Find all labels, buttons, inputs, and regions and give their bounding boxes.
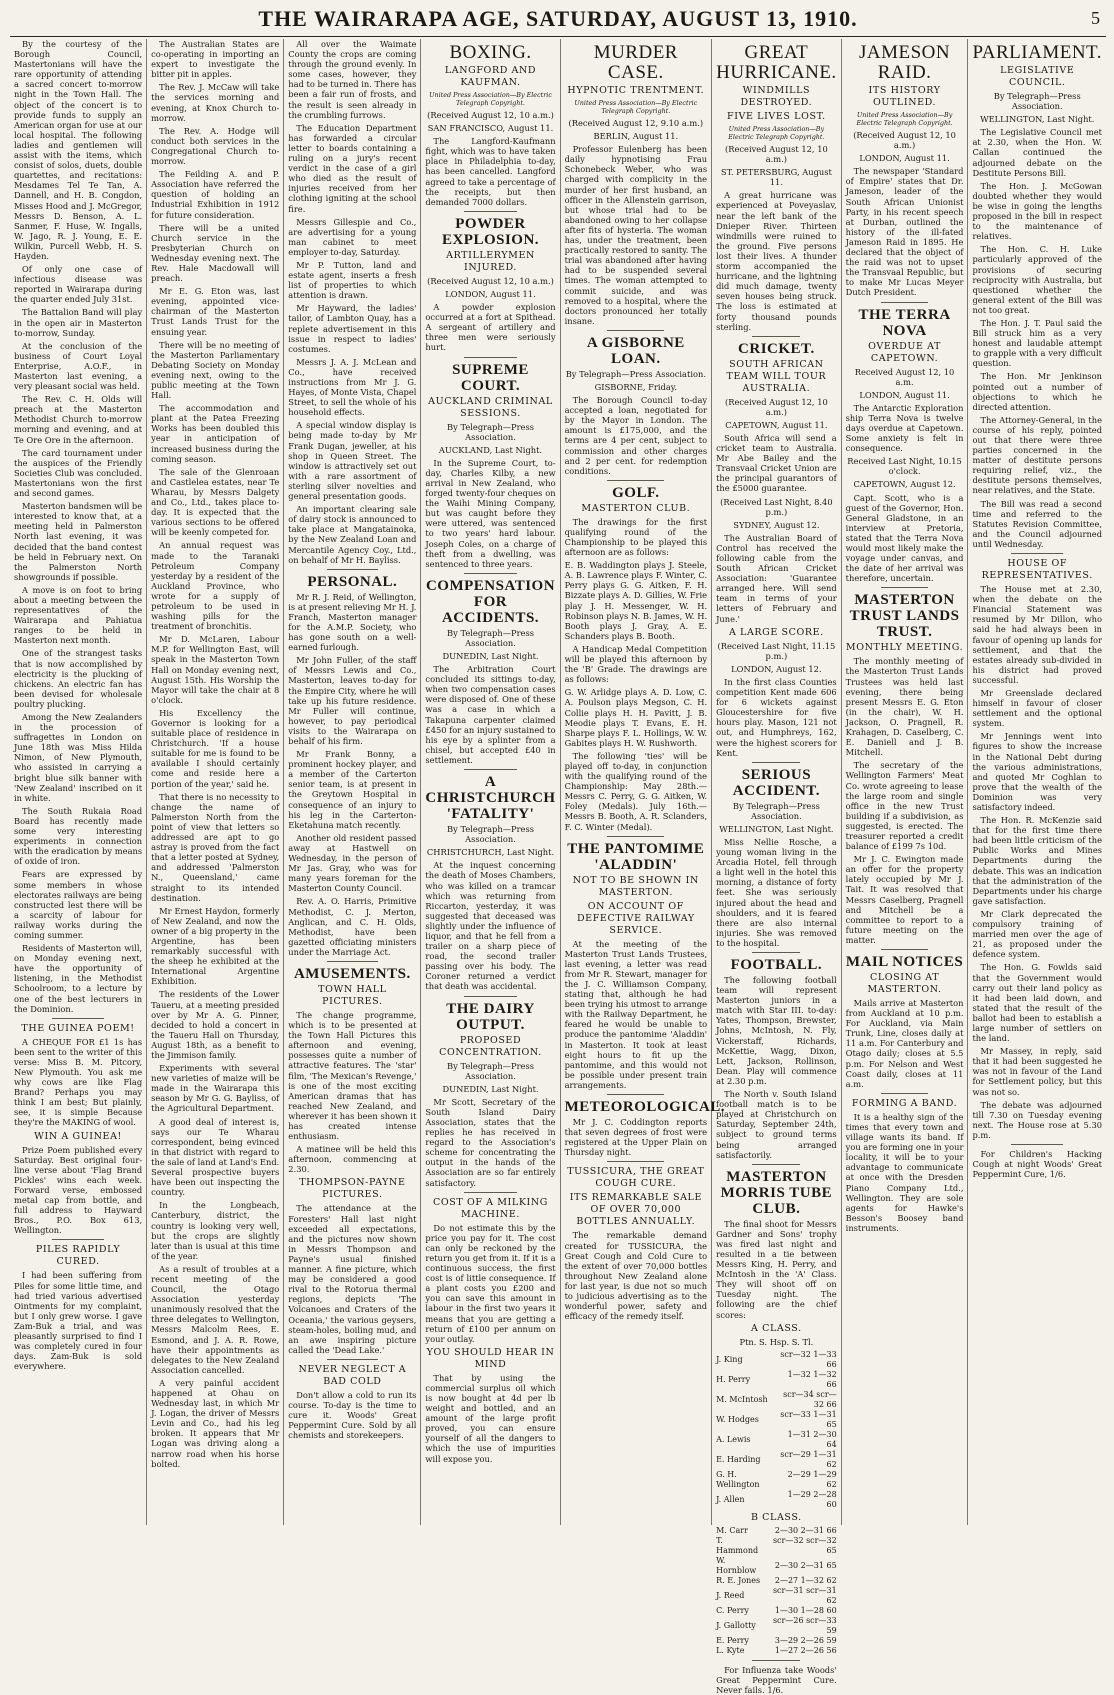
paragraph: Mr John Fuller, of the staff of Messrs Lewis and Co., Masterton, leaves to-day for the Empire City, where he will take up his future residence. Mr Fuller will continue, however, to pay periodical visits to the Wairarapa on behalf of his firm. [288,655,417,746]
paragraph: Mr P. Tutton, land and estate agent, inserts a fresh list of properties to which attention is drawn. [288,259,417,301]
wire-credit: By Telegraph—Press Association. [447,627,534,648]
divider [327,1359,378,1360]
advertisement: The remarkable demand created for TUSSICURA, the Great Cough and Cold Cure to the extent of over 70,000 bottles throughout New Zealand alone for last year, is due not so much to judicious advertising as to the wonderful power, safety and efficacy of the remedy itself. [564,1230,708,1322]
divider [1011,553,1063,554]
paragraph: The drawings for the first qualifying round of the Championship to be played this afternoon are as follows: [564,516,708,558]
received-line: (Received August 12, 10 a.m.) [427,110,554,120]
subheading: AUCKLAND CRIMINAL SESSIONS. [428,395,553,419]
section-heading-christchurch: A CHRISTCHURCH 'FATALITY' [425,774,556,823]
dateline: SAN FRANCISCO, August 11. [427,123,554,134]
section-heading-jameson: JAMESON RAID. [859,42,951,83]
paragraph: Messrs J. A. J. McLean and Co., have received instructions from Mr J. G. Hayes, of Monte Vista, Chapel Street, to sell the whole of his household effects. [288,356,417,418]
subheading: HOUSE OF REPRESENTATIVES. [981,558,1093,582]
draw-list: E. B. Waddington plays J. Steele, A. B. Lawrence plays F. Winter, C. Perry plays G. G. Aitken, F. H. Bizzate plays A. D. Gillies, W. Frie play J. H. Messenger, W. H. Robinson plays N. B. James, W. H. Booth plays J. Gray, A. E. Schanders plays B. Booth. [564,560,708,641]
paragraph: The Arbitration Court concluded its sittings to-day, when two compensation cases were disposed of. One of these was a case in which a Takapuna carpenter claimed £450 for an injury sustained to his eye by a splinter from a chisel, but accepted £40 in settlement. [425,664,556,765]
table-row: A. Lewis 1—31 2—30 64 [716,1429,837,1449]
subheading: ARTILLERYMEN INJURED. [446,249,535,273]
dateline: CAPETOWN, August 11. [725,419,828,430]
section-heading-mail: MAIL NOTICES [845,954,964,970]
paragraph: The Battalion Band will play in the open air in Masterton to-morrow, Sunday. [14,307,143,338]
paragraph: The following 'ties' will be played off to-day, in conjunction with the qualifying round of the Championship: May 28th.—Messrs C. Perry, G. G. Aitken, W. Foley (Medals). July 16th.—Messrs B. Booth, A. R. Sclanders, F. C. Winter (Medal). [564,750,708,832]
paragraph: A matinee will be held this afternoon, commencing at 2.30. [288,1144,417,1175]
paragraph: The Antarctic Exploration ship Terra Nova is twelve days overdue at Capetown. Some anxiety is felt in consequence. [845,402,964,454]
paragraph: The Langford-Kaufmann fight, which was to have taken place in Philadelphia to-day, has been cancelled. Langford agreed to take a percentage of the receipts, but then demanded 7000 dollars. [425,136,556,207]
paragraph: His Excellency the Governor is looking for a suitable place of residence in Christchurch. 'If a house suitable for me is found to be available I should certainly come and reside here a portion of the year,' said he. [151,707,280,789]
table-row: C. Perry 1—30 1—28 60 [716,1605,837,1615]
section-heading-court: SUPREME COURT. [452,361,529,394]
table-row: J. Allen 1—29 2—28 60 [716,1489,837,1509]
divider [607,1094,664,1095]
section-heading-boxing: BOXING. [449,42,532,63]
advertisement: For Influenza take Woods' Great Peppermint Cure. Never fails. 1/6. [716,1664,837,1695]
paragraph: One of the strangest tasks that is now accomplished by electricity is the plucking of chickens. An electric fan has been devised for wholesale poultry plucking. [14,648,143,709]
paragraph: South Africa will send a cricket team to Australia. Mr Abe Bailey and the Transvaal Cricket Union are the principal guarantors of the £5000 guarantee. [716,432,837,494]
dateline: DUNEDIN, Last Night. [442,1083,539,1094]
ad-heading: WIN A GUINEA! [34,1130,122,1142]
masthead [10,6,1106,37]
paragraph: At the conclusion of the business of Court Loyal Enterprise, A.O.F., in Masterton last evening, a very pleasant social was held. [14,340,143,392]
paragraph: The Borough Council to-day accepted a loan, negotiated for by the Mayor in London. The amount is £175,000, and the terms are 4 per cent, subject to commission and other charges and 2 per cent. for redemption conditions. [564,395,708,476]
divider [881,302,928,303]
received-line: Received Last Night, 10.15 o'clock. [847,456,962,477]
advertisement: A CHEQUE FOR £1 1s has been sent to the writer of this verse: Miss B. M. Pitcory, New Plymouth. You ask me why cows are like Flag Brand? Perhaps you may think I am best; But plainly, see, it is simple Because they're the MAKING of wool. [14,1036,143,1128]
paragraph: The Legislative Council met at 2.30, when the Hon. W. Callan continued the adjourned debate on the Destitute Persons Bill. [972,127,1103,178]
received-line: (Received August 12, 10 a.m.) [853,130,956,151]
paragraph: Mr J. C. Ewington made an offer for the property lately occupied by Mr J. Tait. It was resolved that Messrs Caselberg, Pragnell and Mitchell be a committee to report to a future meeting on the matter. [845,854,964,945]
dateline: CAPETOWN, August 12. [853,479,956,490]
section-heading-compensation: COMPENSATION FOR ACCIDENTS. [425,577,556,626]
divider [1011,1144,1063,1145]
subheading: WINDMILLS DESTROYED. [740,85,813,108]
paragraph: A Handicap Medal Competition will be played this afternoon by the 'B' Grade. The drawings are as follows: [564,643,708,685]
paragraph: The debate was adjourned till 7.30 on Tuesday evening next. The House rose at 5.30 p.m. [972,1099,1103,1140]
section-heading-personal: PERSONAL. [307,573,398,590]
received-line: (Received August 12, 10 a.m.) [725,396,828,417]
paragraph: The attendance at the Foresters' Hall last night exceeded all expectations, and the pictures now shown in Messrs Thompson and Payne's usual finished manner. A fine picture, which may be considered a good rival to the Rotorua thermal regions, depicts 'The Volcanoes and Craters of the Oceania,' the various geysers, steam-holes, boiling mud, and an awe inspiring picture called the 'Dead Lake.' [288,1203,417,1355]
table-row: W. Hodges scr—33 1—31 65 [716,1409,837,1429]
table-row: E. Harding scr—29 1—31 62 [716,1449,837,1469]
paragraph: In the first class Counties competition Kent made 606 for 6 wickets against Gloucestershire for five hours play. Mason, 121 not out, and Humphreys, 162, were the highest scorers for Kent. [716,676,837,758]
ad-subheading: ITS REMARKABLE SALE OF OVER 70,000 BOTTLES ANNUALLY. [569,1192,702,1228]
paragraph: The Feilding A. and P. Association have referred the question of holding an Industrial Exhibition in 1912 for future consideration. [151,169,280,220]
wire-credit: United Press Association—By Electric Telegraph Copyright. [429,91,552,107]
section-heading-accident: SERIOUS ACCIDENT. [732,766,820,799]
paragraph: Mails arrive at Masterton from Auckland at 10 p.m. For Auckland, via Main Trunk, Line, closes daily at 11 a.m. For Canterbury and Otago daily; closes at 5.5 p.m. For Nelson and West Coast daily, closes at 11 a.m. [845,998,964,1089]
subheading: MONTHLY MEETING. [845,642,964,654]
section-heading-dairy: THE DAIRY OUTPUT. [446,1000,535,1033]
paragraph: Among the New Zealanders in the procession of suffragettes in London on June 18th was Miss Hilda Nimon, of New Plymouth, who assisted in carrying a bright blue silk banner with 'New Zealand' inscribed on it in white. [14,712,143,803]
paragraph: All over the Waimate County the crops are coming through the ground evenly. In some cases, however, they had to be turned in. There has been a fair run of frosts, and the result is seen already in the crumbling furrows. [288,39,417,120]
paragraph: As a result of troubles at a recent meeting of the Council, the Otago Association yesterday unanimously resolved that the three delegates to Wellington, Messrs Malcolm Rees, E. Esmond, and J. A. R. Rowe, have their appointments as delegates to the New Zealand Association cancelled. [151,1263,280,1375]
paragraph: The secretary of the Wellington Farmers' Meat Co. wrote agreeing to lease the large room and single office in the new Trust building if a subdivision, as suggested, is erected. The treasurer reported a credit balance of £199 7s 10d. [845,760,964,852]
paragraph: The Rev. C. H. Olds will preach at the Masterton Methodist Church to-morrow morning and evening, and at Te Ore Ore in the afternoon. [14,394,143,445]
paragraph: Mr Greenslade declared himself in favour of closer settlement and the optional system. [972,687,1103,729]
paragraph: Professor Eulenberg has been daily hypnotising Frau Schonebeck Weber, who was charged with complicity in the murder of her first husband, an officer in the Allenstein garrison, but whose trial had to be abandoned owing to her collapse after fits of hysteria. The woman has, under the treatment, been practically restored to sanity. The trial was abandoned after having had to be suspended several times. The woman attempted to commit suicide, and was removed to a hospital, where the doctors pronounced her totally insane. [564,144,708,326]
paragraph: The Rev. A. Hodge will conduct both services in the Congregational Church to-morrow. [151,125,280,167]
subheading: LANGFORD AND KAUFMAN. [444,65,537,88]
received-line: (Received August 12, 10 a.m.) [427,275,554,286]
wire-credit: By Telegraph—Press Association. [447,824,534,845]
dateline: CHRISTCHURCH, Last Night. [426,847,555,858]
divider [607,330,664,331]
paragraph: The Australian Board of Control has received the following cable from the South African Cricket Association: 'Guarantee arranged here. Will send team in terms of your letters of February and June.' [716,532,837,624]
wire-credit: United Press Association—By Electric Telegraph Copyright. [574,99,698,115]
paragraph: The Bill was read a second time and referred to the Statutes Revision Committee, and the Council adjourned until Wednesday. [972,498,1103,549]
dateline: ST. PETERSBURG, August 11. [720,167,832,188]
dateline: DUNEDIN, Last Night. [442,651,539,661]
paragraph: At the meeting of the Masterton Trust Lands Trustees, last evening, a letter was read from Mr R. Stewart, manager for the J. C. Williamson Company, stating that, although he had been trying his utmost to arrange with the Railway Department, he feared he would be unable to produce the pantomime 'Aladdin' in Masterton. It took at least eight hours to fit up the pantomime, and this would not be possible under present train arrangements. [564,938,708,1090]
divider [464,357,516,358]
subheading: HYPNOTIC TRENTMENT. [567,85,705,96]
subheading: A LARGE SCORE. [728,626,824,638]
divider [464,996,516,997]
section-heading-pantomime: THE PANTOMIME 'ALADDIN' [567,840,705,873]
subheading: LEGISLATIVE COUNCIL. [1000,65,1075,88]
paragraph: Mr Clark deprecated the compulsory training of married men over the age of 21, as proposed under the defence system. [972,908,1103,960]
paragraph: The sale of the Glenroaan and Castlelea estates, near Te Wharau, by Messrs Dalgety and Co., Ltd., takes place to-day. It is expected that the various sections to be offered will be keenly competed for. [151,466,280,538]
column-7 [842,39,969,1525]
subheading: MASTERTON CLUB. [581,502,691,514]
columns [10,39,1106,1695]
received-line: (Received Last Night, 8.40 p.m.) [720,496,833,517]
divider [464,1192,516,1193]
paragraph: The Hon. R. McKenzie said that for the first time there had been little criticism of the Public Works and Mines Departments during the debate. This was an indication that the administration of the Departments under his charge gave satisfaction. [972,815,1103,906]
paragraph: Masterton bandsmen will be interested to know that, at a meeting held in Palmerston North last evening, it was decided that the band contest be held in February next. On the Palmerston North showgrounds if possible. [14,501,143,582]
divider [327,961,378,962]
divider [464,211,516,212]
dateline: WELLINGTON, Last Night. [980,114,1095,125]
paragraph: Mr R. J. Reid, of Wellington, is at present relieving Mr H. J. Franch, Masterton manager for the A.M.P. Society, who has gone south on a well-earned furlough. [288,591,417,653]
advertisement: Prize Poem published every Saturday. Best original four-line verse about 'Flag Brand Pickles' wins each week. Forward verse, embossed metal cap from bottle, and full address to Hayward Bros., P.O. Box 613, Wellington. [14,1144,143,1236]
paragraph: In the Longbeach, Canterbury, district, the country is looking very well, but the crops are slightly later than is usual at this time of the year. [151,1200,280,1261]
section-heading-tube-club: MASTERTON MORRIS TUBE CLUB. [720,1168,833,1217]
paragraph: By the courtesy of the Borough Council, Mastertonians will have the rare opportunity of attending a sacred concert to-morrow night in the Town Hall. The object of the concert is to provide funds to supply an American organ for use at our local hospital. The following ladies and gentlemen will assist with the items, which consist of solos, duets, double quartettes, and recitations: Mesdames Tel Te Tan, A. Dannell, and H. B. Congdon, Misses Hood and J. McGregor, Messrs D. Benson, A. L. Sanmer, F. Huse, W. Ingalls, W. Jago, R. J. Young, E. E. Wilkin, Purcell Webb, H. S. Hayden. [14,39,143,261]
paragraph: Miss Nellie Rosche, a young woman living in the Arcadia Hotel, fell through a light well in the hotel this morning, a distance of forty feet. She was seriously injured about the head and shoulders, and it is feared there are also internal injuries. She was removed to the hospital. [716,836,837,948]
subheading: OVERDUE AT CAPETOWN. [868,340,941,364]
section-heading-amusements: AMUSEMENTS. [293,965,411,982]
table-row: J. King scr—32 1—33 66 [716,1349,837,1369]
paragraph: The newspaper 'Standard of Empire' states that Dr. Jameson, leader of the South African Unionist Party, in his recent speech at Durban, outlined the history of the ill-fated Jameson Raid in 1895. He declared that the object of the raid was not to upset the Transvaal Republic, but to make Mr Lucas Meyer Dutch President. [845,166,964,298]
paragraph: Residents of Masterton will, on Monday evening next, have the opportunity of listening, in the Methodist Schoolroom, to a lecture by one of the best lecturers in the Dominion. [14,943,143,1014]
class-heading: B CLASS. [750,1511,802,1523]
paragraph: A powder explosion occurred at a fort at Spithead. A sergeant of artillery and three men were seriously hurt. [425,302,556,353]
paragraph: Of only one case of infectious disease was reported in Wairarapa during the quarter ended July 31st. [14,264,143,305]
column-3 [284,39,421,1525]
section-heading-hurricane: GREAT HURRICANE. [716,42,837,83]
subheading: TOWN HALL PICTURES. [318,983,387,1007]
divider [607,836,664,837]
table-row: E. Perry 3—29 2—26 59 [716,1635,837,1645]
paragraph: There will be a united Church service in the Presbyterian Church on Wednesday evening next. The Rev. Hale Macdowall will preach. [151,222,280,284]
received-line: (Received August 12, 10 a.m.) [725,144,828,165]
paragraph: That there is no necessity to change the name of Palmerston North from the point of view that letters so addressed are apt to go astray is proved from the fact that a letter posted at Sydney, and addressed 'Palmerston N., Queensland,' came straight to its intended destination. [151,791,280,903]
divider [881,587,928,588]
paragraph: Mr Scott, Secretary of the South Island Dairy Association, states that the replies he has received in regard to the Association's scheme for concentrating the output in the hands of the Association are so far entirely satisfactory. [425,1096,556,1188]
paragraph: Experiments with several new varieties of maize will be made in the Wairarapa this season by Mr G. G. Bayliss, of the Agricultural Department. [151,1063,280,1114]
section-heading-gisborne: A GISBORNE LOAN. [586,334,685,367]
wire-credit: By Telegraph—Press Association. [447,1060,534,1081]
paragraph: The accommodation and plant at the Patea Freezing Works has been doubled this year in anticipation of increased business during the coming season. [151,403,280,464]
subheading: ITS HISTORY OUTLINED. [868,85,941,108]
section-heading-parliament: PARLIAMENT. [972,42,1103,63]
paragraph: Capt. Scott, who is a guest of the Governor, Hon. General Gladstone, in an interview at Pretoria, stated that the Terra Nova would most likely make the voyage under canvas, and the date of her arrival was therefore, uncertain. [845,492,964,584]
page-number: 5 [1091,8,1100,28]
paragraph: The Education Department has forwarded a circular letter to boards containing a ruling on a jury's recent verdict in the case of a girl who died as the result of injuries received from her clothing igniting at the school fire. [288,122,417,214]
paragraph: Mr Hayward, the ladies' tailor, of Lambton Quay, has a replete advertisement in this issue in respect to ladies' costumes. [288,303,417,354]
paragraph: Mr Massey, in reply, said that it had been suggested he was not in favour of the Land for Settlement policy, but this was not so. [972,1046,1103,1097]
paragraph: A good deal of interest is, says our Te Wharau correspondent, being evinced in that district with regard to the sale of land at Land's End. Several prospective buyers have been out inspecting the country. [151,1116,280,1198]
divider [881,949,928,950]
table-row: J. Gallotty scr—26 scr—33 59 [716,1615,837,1635]
section-heading-trust-lands: MASTERTON TRUST LANDS TRUST. [849,592,960,641]
paragraph: A move is on foot to bring about a meeting between the representatives of the Wairarapa and Pahiatua ranges to be held in Masterton next month. [14,584,143,646]
paragraph: The Hon. C. H. Luke particularly approved of the provisions of securing reciprocity with Australia, but questioned whether the general extent of the Bill was not too great. [972,244,1103,315]
paragraph: The final shoot for Messrs Gardner and Sons' trophy was fired last night and resulted in a tie between Messrs King, H. Perry, and McIntosh in the 'A' Class. They will shoot off on Tuesday night. The following are the chief scores: [716,1218,837,1320]
paragraph: The Attorney-General, in the course of his reply, pointed out that there were three parties concerned in the matter of destitute persons requiring relief, viz., the destitute persons themselves, near relatives, and the State. [972,414,1103,496]
paragraph: The House met at 2.30, when the debate on the Financial Statement was resumed by Mr Dillon, who said he had always been in favour of opening up lands for settlement, and that the estates already sub-divided in his district had proved successful. [972,584,1103,685]
paragraph: The Rev. J. McCaw will take the services morning and evening, at Knox Church to-morrow. [151,82,280,123]
paragraph: There will be no meeting of the Masterton Parliamentary Debating Society on Monday evening next, owing to the public meeting at the Town Hall. [151,339,280,401]
paragraph: The North v. South Island football match is to be played at Christchurch on Saturday, September 24th, subject to ground terms being arranged satisfactorily. [716,1089,837,1160]
table-row: T. Hammond scr—32 scr—32 65 [716,1535,837,1555]
subheading: PROPOSED CONCENTRATION. [439,1034,542,1058]
divider [52,1239,103,1240]
dateline: WELLINGTON, Last Night. [719,823,834,834]
divider [752,1660,800,1661]
paragraph: Mr Jennings went into figures to show the increase in the National Debt during the various administrations, and quoted Mr Coghlan to prove that the wealth of the Dominion was very satisfactory indeed. [972,731,1103,812]
dateline: GISBORNE, Friday. [594,381,678,392]
masthead-title: THE WAIRARAPA AGE, SATURDAY, AUGUST 13, 1910. [258,6,858,31]
ad-heading: NEVER NEGLECT A BAD COLD [298,1363,407,1387]
advertisement: It is a healthy sign of the times that every town and village wants its band. If you are forming one in your locality, it will be to your advantage to communicate at once with the Dresden Piano Company Ltd., Wellington. They are sole agents for Hawke's Besson's Boosey band instruments. [845,1111,964,1233]
paragraph: A very painful accident happened at Ohau on Wednesday last, in which Mr J. Logan, the driver of Messrs Levin and Co., had his leg broken. It appears that Mr Logan was driving along a narrow road when his horse bolted. [151,1377,280,1469]
score-table-a [716,1350,837,1510]
paragraph: The Hon. G. Fowlds said that the Government would carry out their land policy as it had been laid down, and stated that the result of the ballot had been to establish a large number of settlers on the land. [972,962,1103,1044]
score-header: Ptn. S. Hsp. S. Tl. [739,1336,814,1347]
paragraph: The residents of the Lower Taueru, at a meeting presided over by Mr A. G. Pinner, decided to hold a concert in the Taueru Hall on Thursday, August 18th, as a benefit to the Jimmison family. [151,989,280,1060]
divider [52,1018,103,1019]
paragraph: A special window display is being made to-day by Mr Frank Dugan, jeweller, at his shop in Queen Street. The window is attractively set out with a rare assortment of sterling silver novelties and general presentation goods. [288,420,417,502]
paragraph: Mr D. McLaren, Labour M.P. for Wellington East, will speak in the Masterton Town Hall on Monday evening next, August 15th. His Worship the Mayor will take the chair at 8 o'clock. [151,634,280,705]
ad-heading: COST OF A MILKING MACHINE. [433,1196,548,1220]
column-8 [968,39,1106,1525]
ad-heading: TUSSICURA, THE GREAT COUGH CURE. [567,1166,705,1190]
paragraph: The Hon. J. T. Paul said the Bill struck him as a very honest and laudable attempt to grapple with a very difficult question. [972,317,1103,369]
divider [752,336,800,337]
received-line: Received August 12, 10 a.m. [854,366,955,387]
table-row: H. Perry 1—32 1—32 66 [716,1369,837,1389]
received-line: (Received August 12, 9.10 a.m.) [568,118,704,128]
section-heading-cricket: CRICKET. [738,340,815,357]
paragraph: At the inquest concerning the death of Moses Chambers, who was killed on a tramcar which was returning from Riccarton, yesterday, it was suggested that deceased was slightly under the influence of liquor, and that he fell from a trailer on a sharp piece of road, the second trailer passing over his body. The Coroner returned a verdict that death was accidental. [425,860,556,992]
section-heading-terra-nova: THE TERRA NOVA [858,306,951,339]
paragraph: The Australian States are co-operating in importing an expert to investigate the bitter pit in apples. [151,39,280,80]
subheading: THOMPSON-PAYNE PICTURES. [299,1177,406,1201]
advertisement: For Children's Hacking Cough at night Woods' Great Peppermint Cure, 1/6. [972,1149,1103,1180]
advertisement: Do not estimate this by the price you pay for it. The cost can only be reckoned by the return you get from it. If it is a continuous success, the first cost is of little consequence. If a plant costs you £200 and you can save this amount in labour in the first two years it means that you are getting a return of £100 per annum on your outlay. [425,1222,556,1344]
divider [752,1164,800,1165]
divider [752,762,800,763]
paragraph: Rev. A. O. Harris, Primitive Methodist, C. J. Merton, Anglican, and C. H. Olds, Methodist, have been gazetted officiating ministers under the Marriage Act. [288,896,417,957]
subheading: NOT TO BE SHOWN IN MASTERTON. [572,874,699,898]
divider [607,1161,664,1162]
ad-heading: THE GUINEA POEM! [21,1022,135,1034]
section-heading-football: FOOTBALL. [730,957,823,973]
wire-credit: By Telegraph—Press Association. [565,368,706,379]
section-heading-golf: GOLF. [612,484,660,501]
paragraph: An annual request was made to the Taranaki Petroleum Company yesterday by a resident of the Auckland Province, who wrote for a supply of petroleum to be used in washing pills for the treatment of bronchitis. [151,540,280,632]
column-5 [561,39,726,1525]
wire-credit: By Telegraph—Press Association. [732,800,820,821]
table-row: G. H. Wellington 2—29 1—29 62 [716,1469,837,1489]
subheading: SOUTH AFRICAN TEAM WILL TOUR AUSTRALIA. [726,358,827,394]
class-heading: A CLASS. [751,1322,802,1334]
score-table-b [716,1526,837,1656]
table-row: M. McIntosh scr—34 scr—32 66 [716,1389,837,1409]
paragraph: Mr J. C. Coddington reports that seven degrees of frost were registered at the Upper Plain on Thursday night. [564,1117,708,1158]
divider [327,569,378,570]
wire-credit: By Telegraph—Press Association. [447,421,534,442]
dateline: LONDON, August 11. [859,153,950,164]
advertisement: Don't allow a cold to run its course. To-day is the time to cure it. Woods' Great Peppermint Cure. Sold by all chemists and storekeepers. [288,1389,417,1441]
paragraph: In the Supreme Court, to-day, Charles Kilby, a new arrival in New Zealand, who forged twenty-four cheques on the Waihi Mining Company, but was caught before they were uttered, was sentenced to two years' hard labour. Joseph Coles, on a charge of theft from a dwelling, was sentenced to three years. [425,457,556,569]
paragraph: Mr Frank Bonny, a prominent hockey player, and a member of the Carterton senior team, is at present in the Greytown Hospital in consequence of an injury to his leg in the Carterton-Eketahuna match recently. [288,749,417,830]
paragraph: Mr Ernest Haydon, formerly of New Zealand, and now the owner of a big property in the Argentine, has been remarkably successful with the sheep he exhibited at the International Argentine Exhibition. [151,905,280,987]
divider [464,769,516,770]
dateline: AUCKLAND, Last Night. [438,444,543,455]
table-row: M. Carr 2—30 2—31 66 [716,1525,837,1535]
ad-heading: YOU SHOULD HEAR IN MIND [426,1346,555,1370]
subheading: FIVE LIVES LOST. [727,111,826,122]
paragraph: Another old resident passed away at Hastwell on Wednesday, in the person of Mr Jas. Gray, who was for many years foreman for the Masterton County Council. [288,832,417,894]
section-heading-powder: POWDER EXPLOSION. [441,215,540,248]
table-row: R. E. Jones 2—27 1—32 62 [716,1575,837,1585]
dateline: SYDNEY, August 12. [733,519,820,530]
table-row: J. Reed scr—31 scr—31 62 [716,1585,837,1605]
received-line: (Received Last Night, 11.15 p.m.) [717,640,836,661]
wire-credit: United Press Association—By Electric Telegraph Copyright. [856,111,953,127]
column-4 [421,39,560,1525]
subheading: CLOSING AT MASTERTON. [867,972,942,995]
ad-heading: FORMING A BAND. [851,1097,958,1109]
paragraph: The Hon. Mr Jenkinson pointed out a number of objections to which he directed attention. [972,371,1103,412]
dateline: LONDON, August 11. [445,288,536,299]
paragraph: The change programme, which is to be presented at the Town Hall Pictures this afternoon and evening, possesses quite a number of attractive features. The 'star' film, 'The Mexican's Revenge,' is one of the most exciting American dramas that has reached New Zealand, and wherever it has been shown it has created intense enthusiasm. [288,1009,417,1142]
paragraph: The following football team will represent Masterton juniors in a match with Star III. to-day: Yates, Thompson, Brewster, Johns, McIntosh, N. Fly, Vickerstaff, Richards, McKettie, Wagg, Dixon, Lett, Jackson, Rollinson, Dean. Play will commence at 2.30 p.m. [716,975,837,1086]
wire-credit: United Press Association—By Electric Telegraph Copyright. [728,125,825,141]
advertisement: I had been suffering from Piles for some little time, and had tried various advertised Ointments for my complaint, but I only grew worse. I gave Zam-Buk a trial, and was pleasantly surprised to find I was completely cured in four days. Zam-Buk is sold everywhere. [14,1270,143,1372]
paragraph: A great hurricane was experienced at Poveyaslav, near the left bank of the Dnieper River. Thirteen windmills were ruined to the ground. Five persons lost their lives. A thunder storm accompanied the hurricane, and the lightning did much damage, twenty seven houses being struck. The loss is estimated at forty thousand pounds sterling. [716,190,837,332]
paragraph: An important clearing sale of dairy stock is announced to take place at Mangatainoka, by the New Zealand Loan and Mercantile Agency Coy., Ltd., on behalf of Mr H. Bayliss. [288,504,417,565]
column-1 [10,39,147,1525]
table-row: W. Hornblow 2—30 2—31 65 [716,1555,837,1575]
table-row: L. Kyte 1—27 2—26 56 [716,1645,837,1655]
divider [607,480,664,481]
dateline: LONDON, August 11. [859,389,950,400]
section-heading-meteorological: METEOROLOGICAL. [564,1099,726,1116]
column-2 [147,39,284,1525]
paragraph: The card tournament under the auspices of the Friendly Societies Club was concluded. Mastertonians won the first and second games. [14,447,143,499]
dateline: LONDON, August 12. [731,663,822,674]
paragraph: Mr E. G. Eton was, last evening, appointed vice-chairman of the Masterton Trust Lands Trust for the ensuing year. [151,286,280,337]
paragraph: The Hon. J. McGowan doubted whether they would be wise in going the lengths proposed in the bill in respect to the maintenance of relatives. [972,180,1103,242]
paragraph: The South Rukaia Road Board has recently made some very interesting experiments in connection with the eradication by means of oxide of iron. [14,805,143,867]
ad-heading: PILES RAPIDLY CURED. [35,1244,121,1268]
draw-list: G. W. Arlidge plays A. D. Low, C. A. Poulson plays Megson, C. H. Collie plays H. H. Pavitt, J. B. Meodie plays T. Evans, E. H. Sharpe plays F. L. Hollings, W. W. Gabites plays H. W. Rushworth. [564,687,708,748]
divider [881,1093,928,1094]
advertisement: That by using the commercial surplus oil which is now bought at 4d per lb weight and bottled, and an amount of the large profit proved, you can ensure yourself of all the dangers to which the use of impurities will expose you. [425,1372,556,1464]
divider [752,952,800,953]
subheading: ON ACCOUNT OF DEFECTIVE RAILWAY SERVICE. [576,900,695,936]
wire-credit: By Telegraph—Press Association. [993,91,1081,112]
section-heading-murder: MURDER CASE. [593,42,678,83]
dateline: BERLIN, August 11. [593,131,679,142]
column-6 [712,39,842,1695]
paragraph: Messrs Gillespie and Co., are advertising for a young man cabinet to meet employer to-day, Saturday. [288,216,417,257]
divider [464,573,516,574]
paragraph: The monthly meeting of the Masterton Trust Lands Trustees was held last evening, there being present Messrs E. G. Eton (in the chair), W. H. Jackson, O. Pragnell, R. Krahagen, D. Caselberg, C. E. Daniell and J. B. Mitchell. [845,656,964,758]
paragraph: Fears are expressed by some members in whose electorates railways are being constructed lest there will be a scarcity of labour for railway works during the coming summer. [14,869,143,940]
